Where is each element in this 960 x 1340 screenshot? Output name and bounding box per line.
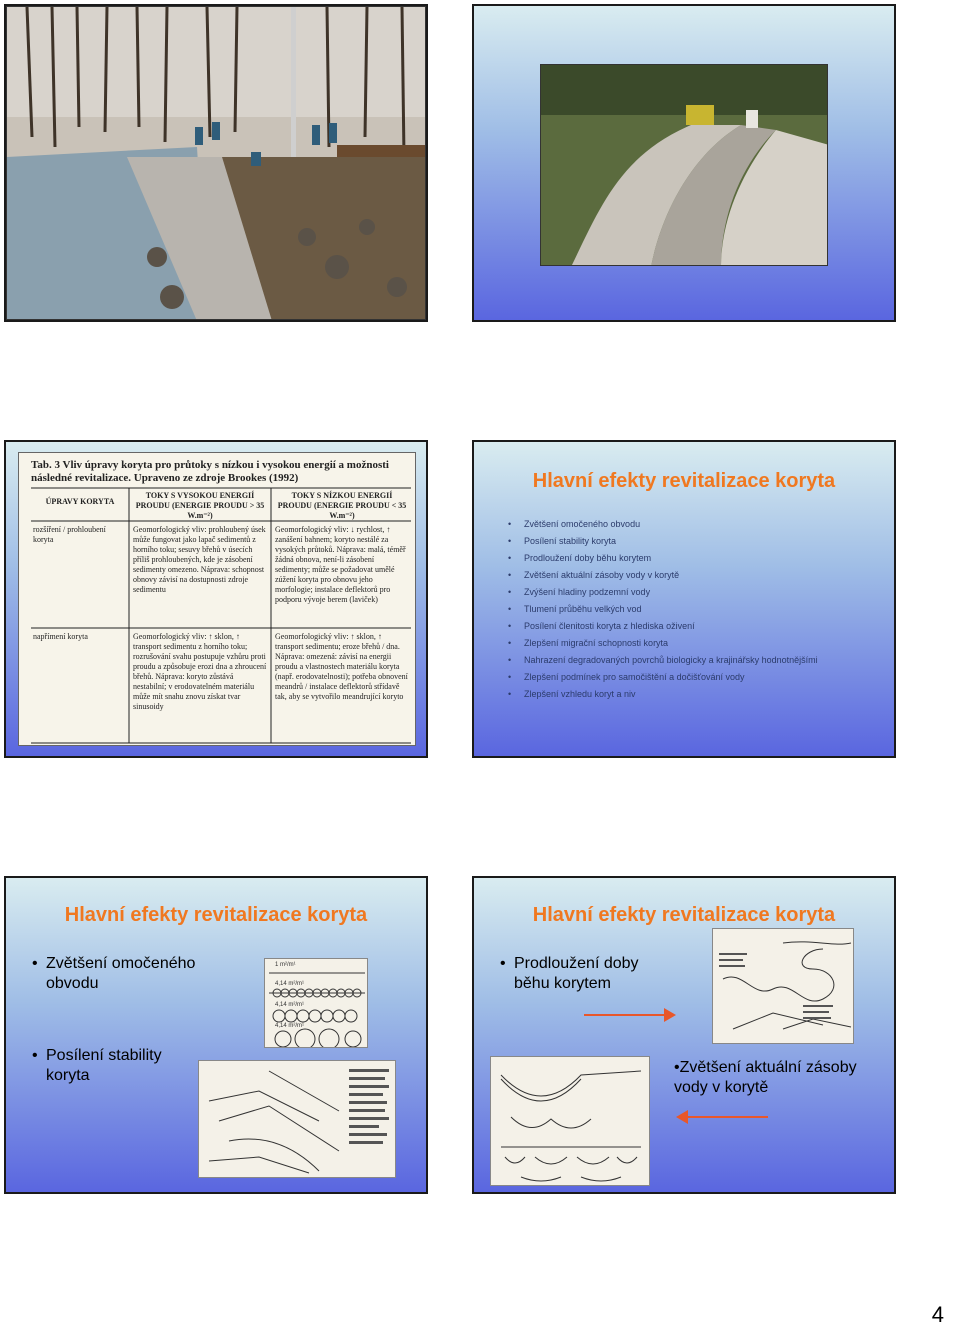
slide-5 bbox=[4, 876, 428, 1194]
list-item: • Posílení stability koryta bbox=[506, 533, 818, 550]
river-photo bbox=[6, 6, 426, 320]
arrow-right-icon bbox=[584, 1014, 664, 1016]
bullet-wetted-perimeter: • Zvětšení omočeného obvodu bbox=[32, 955, 196, 992]
slide-1 bbox=[4, 4, 428, 322]
cross-section-sketch bbox=[264, 958, 368, 1048]
list-item: • Posílení členitosti koryta z hlediska oživení bbox=[506, 618, 818, 635]
bullet-dot: • bbox=[32, 955, 38, 972]
row1-high: Geomorfologický vliv: prohloubený úsek může fungovat jako lapač sedimentů z horního toku; sesuvy břehů v úsecích příliš prohloubených, kde je zásobení sedimenty omezeno. Náprava: schopnost obnovy závisí na dostupnosti zdroje sedimentu bbox=[133, 525, 266, 594]
page-number: 4 bbox=[931, 1302, 944, 1327]
row1-label: rozšíření / prohloubení koryta bbox=[33, 525, 106, 544]
list-item: • Zlepšení podmínek pro samočištění a dočišťování vody bbox=[506, 669, 818, 686]
arrow-left-icon bbox=[688, 1116, 768, 1118]
sketch-label: 4,14 m²/m¹ bbox=[275, 1023, 305, 1029]
col-header-2: TOKY S VYSOKOU ENERGIÍ PROUDU (ENERGIE PROUDU > 35 W.m⁻²) bbox=[135, 491, 265, 520]
slide-title: Hlavní efekty revitalizace koryta bbox=[532, 904, 836, 926]
table-caption: Tab. 3 Vliv úpravy koryta pro průtoky s nízkou i vysokou energií a možnosti následné revitalizace. Upraveno ze zdroje Brookes (1992) bbox=[31, 459, 389, 484]
meander-sketch bbox=[712, 928, 854, 1044]
col-header-3: TOKY S NÍZKOU ENERGIÍ PROUDU (ENERGIE PROUDU < 35 W.m⁻²) bbox=[277, 491, 407, 520]
col-header-1: ÚPRAVY KORYTA bbox=[45, 497, 115, 506]
slide-4-effects bbox=[472, 440, 896, 758]
sketch-label: 1 m²/m¹ bbox=[275, 962, 296, 968]
bullet-dot: • bbox=[32, 1047, 38, 1064]
slide-title: Hlavní efekty revitalizace koryta bbox=[64, 904, 368, 926]
row2-high: Geomorfologický vliv: ↑ sklon, ↑ transport sedimentu z horního toku; rozrušování svahu postupuje vzhůru proti proudu a způsobuje erozi dna a zhroucení břehů. Náprava: koryto zůstává nestabilní; v erodovatelném materiálu může mít snahu znovu získat tvar sinusoidy bbox=[133, 632, 267, 711]
slide-6 bbox=[472, 876, 896, 1194]
bank-stability-sketch bbox=[198, 1060, 396, 1178]
row2-low: Geomorfologický vliv: ↑ sklon, ↑ transport sedimentu; eroze břehů / dna. Náprava: omezená: závisí na energii proudu a vlastnostech materiálu koryta (např. erodovatelnosti); potřeba obnovení meandrů / instalace deflektorů střídavě tak, aby se vytvořilo meandrující koryto bbox=[275, 632, 408, 701]
bullet-dot: • bbox=[500, 955, 506, 972]
sketch-label: 4,14 m²/m¹ bbox=[275, 1002, 305, 1008]
list-item: • Zlepšení migrační schopnosti koryta bbox=[506, 635, 818, 652]
channel-storage-sketch bbox=[490, 1056, 650, 1186]
row1-low: Geomorfologický vliv: ↓ rychlost, ↑ zanášení bahnem; koryto nestálé za vysokých průtoků. Náprava: malá, téměř žádná obnova, není-li zásobení sedimenty; může se požadovat umělé zúžení koryta pro obnovu jeho morfologie; instalace deflektorů pro podporu vývoje berem (laviček) bbox=[275, 525, 406, 604]
effects-list bbox=[506, 516, 818, 703]
list-item: • Zlepšení vzhledu koryt a niv bbox=[506, 686, 818, 703]
slide-2 bbox=[472, 4, 896, 322]
sketch-label: 4,14 m²/m¹ bbox=[275, 981, 305, 987]
slide-3-table bbox=[4, 440, 428, 758]
list-item: • Zvětšení omočeného obvodu bbox=[506, 516, 818, 533]
bullet-stability: • Posílení stability koryta bbox=[32, 1047, 162, 1084]
bullet-flow-time: • Prodloužení doby běhu korytem bbox=[500, 955, 639, 992]
list-item: • Tlumení průběhu velkých vod bbox=[506, 601, 818, 618]
list-item: • Prodloužení doby běhu korytem bbox=[506, 550, 818, 567]
list-item: • Zvýšení hladiny podzemní vody bbox=[506, 584, 818, 601]
bullet-water-storage: •Zvětšení aktuální zásoby vody v korytě bbox=[674, 1059, 857, 1096]
row2-label: napřímení koryta bbox=[33, 632, 88, 641]
revitalization-table bbox=[18, 452, 416, 746]
list-item: • Zvětšení aktuální zásoby vody v korytě bbox=[506, 567, 818, 584]
gabion-photo bbox=[540, 64, 828, 266]
list-item: • Nahrazení degradovaných povrchů biologicky a krajinářsky hodnotnějšími bbox=[506, 652, 818, 669]
slide-title: Hlavní efekty revitalizace koryta bbox=[532, 470, 836, 492]
